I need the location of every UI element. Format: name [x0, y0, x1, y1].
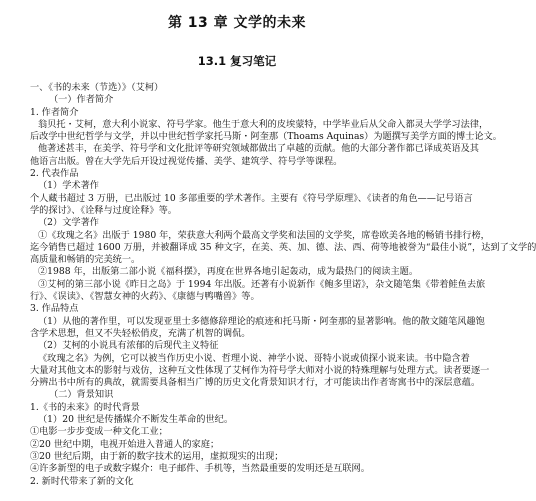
paragraph-line: ③艾柯的第三部小说《昨日之岛》于 1994 年出版。还著有小说新作《鲍多里诺》，杂文随笔集《带着鲑鱼去旅 [38, 278, 486, 290]
subitem-heading: （1）20 世纪是传播媒介不断发生革命的世纪。 [38, 414, 234, 426]
paragraph-line: 大量对其他文本的影射与戏仿，这种互文性体现了艾柯作为符号学大师对小说的特殊理解与处理方式。读者要逐一 [30, 364, 490, 376]
paragraph-line: 行》、《误读》、《智慧女神的火药》、《康德与鸭嘴兽》等。 [30, 291, 260, 303]
paragraph-line: 《玫瑰之名》为例，它可以被当作历史小说、哲理小说、神学小说、哥特小说或侦探小说来读。书中隐含着 [38, 352, 470, 364]
subheading-background: （二）背景知识 [49, 389, 114, 401]
list-item: ④许多新型的电子或数字媒介：电子邮件、手机等，当然最重要的发明还是互联网。 [30, 463, 370, 475]
paragraph-line: 分辨出书中所有的典故，就需要具备相当广博的历史文化背景知识才行，才可能读出作者寄寓书中的深层意蕴。 [30, 377, 481, 389]
heading-part-one: 一、《书的未来（节选）》（艾柯） [30, 82, 164, 93]
document-body [30, 82, 536, 488]
paragraph-line: 个人藏书超过 3 万册，已出版过 10 多部重要的学术著作。主要有《符号学原理》、《读者的角色——记号语言 [30, 192, 473, 204]
paragraph-line: 学的探讨》、《诠释与过度诠释》等。 [30, 204, 177, 216]
paragraph-line: ①《玫瑰之名》出版于 1980 年，荣获意大利两个最高文学奖和法国的文学奖，席卷欧美各地的畅销书排行榜， [38, 229, 490, 241]
list-item: ③20 世纪后期，由于新的数字技术的运用，虚拟现实的出现； [30, 450, 284, 462]
paragraph-line: 后改学中世纪哲学与文学，并以中世纪哲学家托马斯・阿奎那（Thoams Aquinas）为题撰写美学方面的博士论文。 [30, 131, 502, 143]
paragraph-line: 高质量和畅销的完美统一。 [30, 254, 141, 266]
item-heading: 1. 作者简介 [30, 106, 79, 118]
subitem-heading: （2）文学著作 [38, 217, 99, 229]
item-heading: 3. 作品特点 [30, 303, 79, 315]
section-title: 13.1 复习笔记 [197, 54, 277, 68]
subitem-heading: （2）艾柯的小说具有浓郁的后现代主义特征 [38, 340, 219, 352]
list-item: ②20 世纪中期，电视开始进入普通人的家庭； [30, 438, 220, 450]
paragraph-line: （1）从他的著作里，可以发现亚里士多德修辞理论的痕迹和托马斯・阿奎那的显著影响。他的散文随笔风趣饱 [38, 315, 485, 327]
item-heading: 2. 代表作品 [30, 168, 79, 180]
paragraph-line: 含学术思想，但又不失轻松俏皮，充满了机智的调侃。 [30, 327, 251, 339]
subitem-heading: （1）学术著作 [38, 180, 99, 192]
paragraph-line: 翁贝托・艾柯，意大利小说家、符号学家。他生于意大利的皮埃蒙特，中学毕业后从父命入都灵大学学习法律， [38, 118, 489, 130]
subheading-author-intro: （一）作者简介 [49, 94, 114, 106]
chapter-title: 第 13 章 文学的未来 [167, 15, 307, 31]
item-heading: 2. 新时代带来了新的文化 [30, 475, 134, 487]
paragraph-line: 迄今销售已超过 1600 万册，并被翻译成 35 种文字，在美、英、加、德、法、西、荷等地被誉为“最佳小说”，达到了文学的 [30, 241, 536, 253]
paragraph-line: 他语言出版。曾在大学先后开设过视觉传播、美学、建筑学、符号学等课程。 [30, 155, 343, 167]
paragraph-line: 他著述甚丰，在美学、符号学和文化批评等研究领域都做出了卓越的贡献。他的大部分著作都已译成英语及其 [38, 143, 479, 155]
list-item: ①电影一步步变成一种文化工业； [30, 426, 168, 438]
item-heading: 1.《书的未来》的时代背景 [30, 401, 140, 413]
paragraph-line: ②1988 年，出版第二部小说《福科摆》，再度在世界各地引起轰动，成为最热门的阅读主题。 [38, 266, 419, 278]
